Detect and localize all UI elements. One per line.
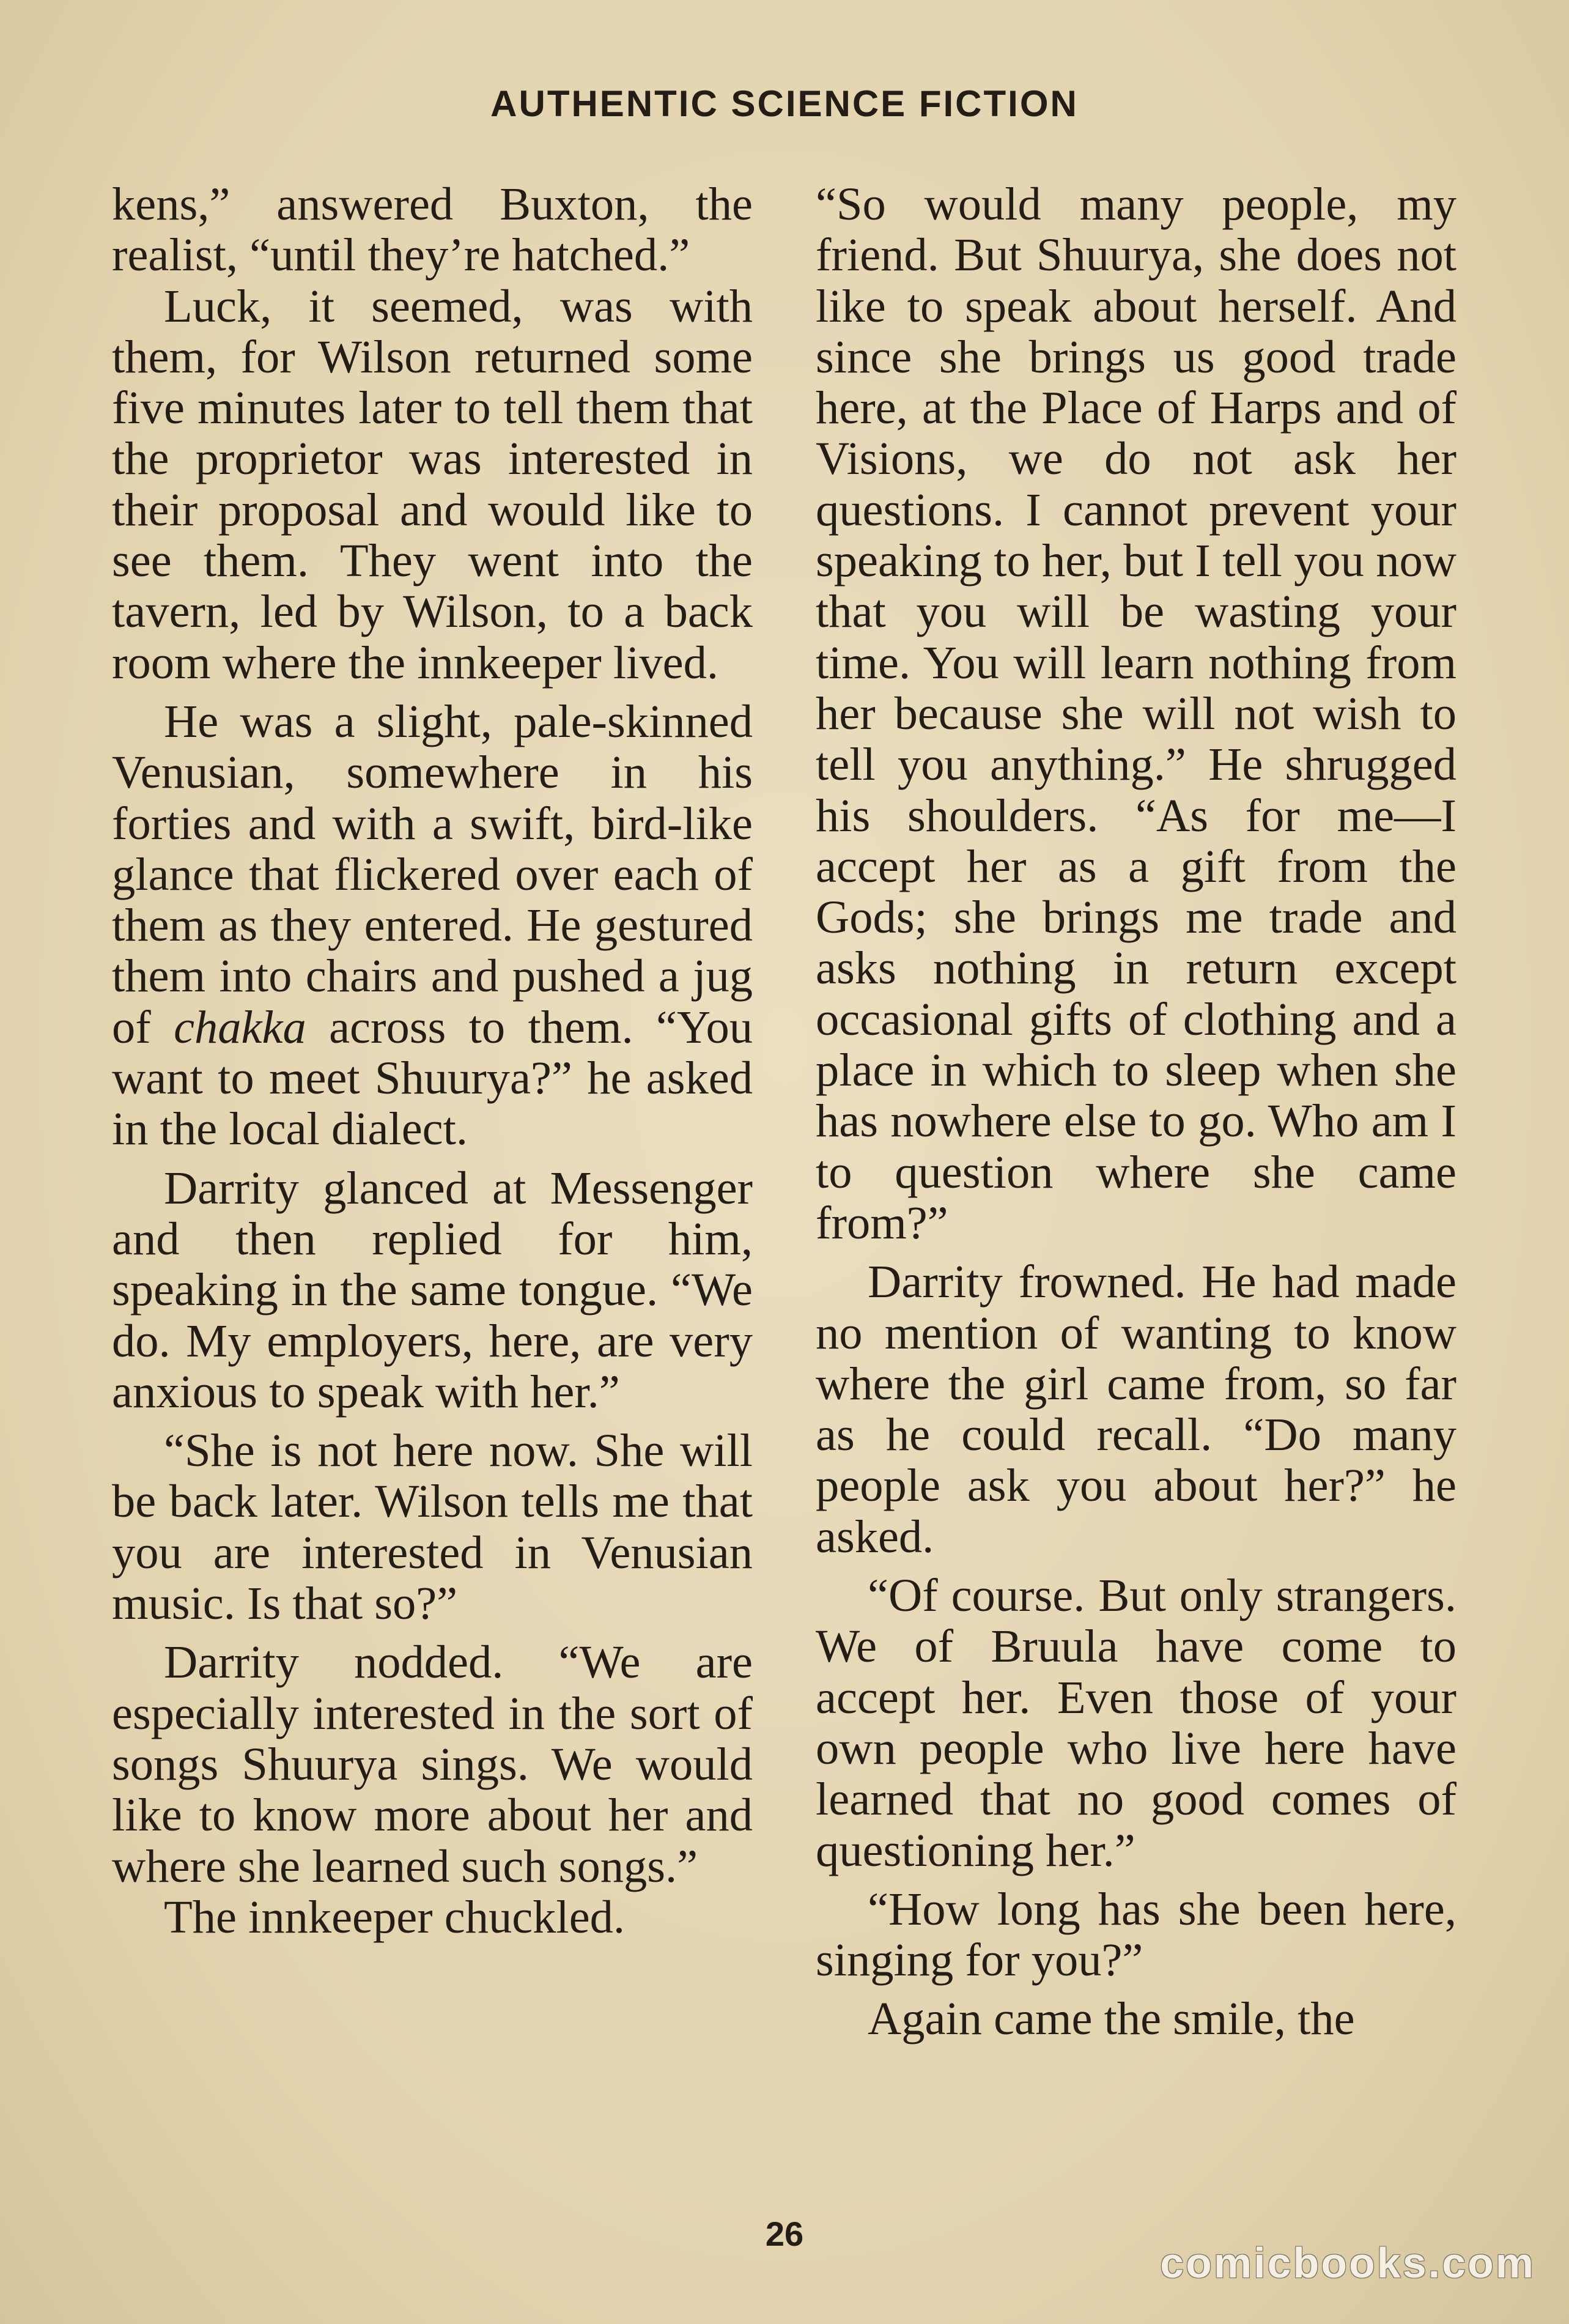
running-header: AUTHENTIC SCIENCE FICTION xyxy=(490,83,1079,124)
right-column xyxy=(816,179,1456,2045)
paragraph: kens,” answered Buxton, the realist, “until they’re hatched.” xyxy=(112,178,753,281)
paragraph: “Of course. But only strangers. We of Bruula have come to accept her. Even those of your own people who live here have learned that no good comes of questioning her.” xyxy=(816,1569,1456,1876)
left-column xyxy=(112,179,753,1942)
text-run: He was a slight, pale-skinned Venusian, somewhere in his forties and with a swift, bird-like glance that flickered over each of them as they entered. He gestured them into chairs and pushed a jug of xyxy=(112,695,753,1053)
text-run: across to them. “You want to meet Shuurya?” he asked in the local dialect. xyxy=(112,1001,753,1155)
paragraph xyxy=(112,696,753,1155)
paragraph: Darrity glanced at Messenger and then replied for him, speaking in the same tongue. “We do. My employers, here, are very anxious to speak with her.” xyxy=(112,1161,753,1418)
page-number: 26 xyxy=(765,2215,804,2253)
paragraph: “How long has she been here, singing for you?” xyxy=(816,1882,1456,1986)
watermark: comicbooks.com xyxy=(1160,2239,1535,2287)
paragraph: Luck, it seemed, was with them, for Wilson returned some five minutes later to tell them that the proprietor was interested in their proposal and would like to see them. They went into the tavern, led by Wilson, to a back room where the innkeeper lived. xyxy=(112,279,753,689)
paragraph: “So would many people, my friend. But Shuurya, she does not like to speak about herself. And since she brings us good trade here, at the Place of Harps and of Visions, we do not ask her questions. I cannot prevent your speaking to her, but I tell you now that you will be wasting your time. You will learn nothing from her because she will not wish to tell you anything.” He shrugged his shoulders. “As for me—I accept her as a gift from the Gods; she brings me trade and asks nothing in return except occasional gifts of clothing and a place in which to sleep when she has nowhere else to go. Who am I to question where she came from?” xyxy=(816,178,1456,1249)
paragraph: Darrity nodded. “We are especially interested in the sort of songs Shuurya sings. We would like to know more about her and where she learned such songs.” xyxy=(112,1636,753,1892)
paragraph: “She is not here now. She will be back later. Wilson tells me that you are interested in Venusian music. Is that so?” xyxy=(112,1424,753,1630)
paragraph: Again came the smile, the xyxy=(868,1993,1355,2045)
italic-word: chakka xyxy=(174,1001,306,1053)
paragraph: The innkeeper chuckled. xyxy=(164,1890,626,1943)
paragraph: Darrity frowned. He had made no mention of wanting to know where the girl came from, so far as he could recall. “Do many people ask you about her?” he asked. xyxy=(816,1256,1456,1563)
